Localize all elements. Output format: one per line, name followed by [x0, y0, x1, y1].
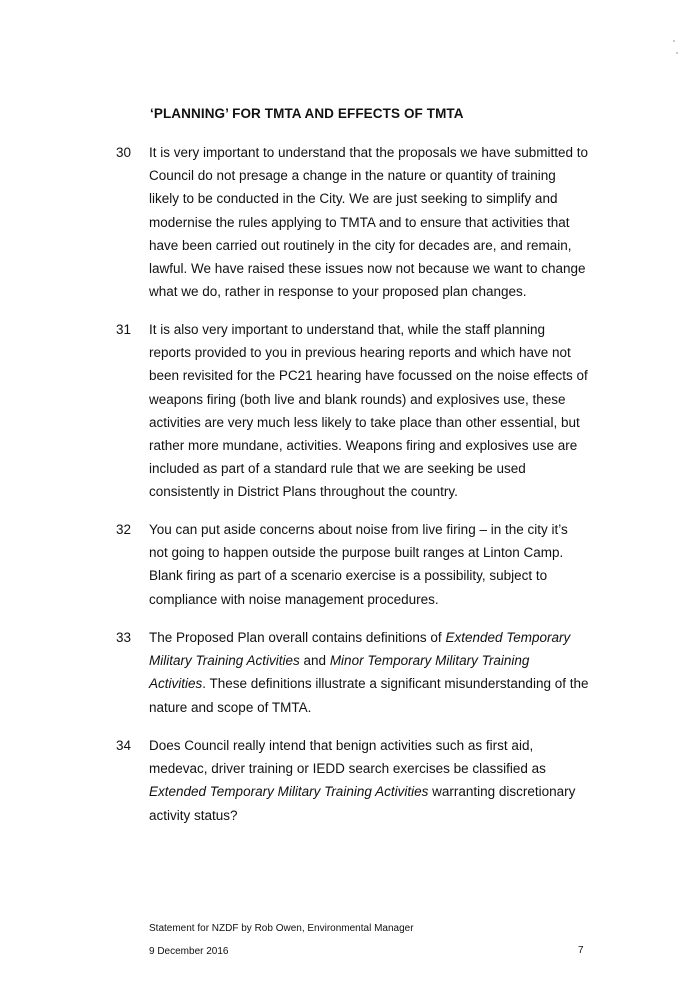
text-line: medevac, driver training or IEDD search exercises be classified as: [149, 761, 546, 777]
paragraph-number: 33: [116, 630, 132, 645]
text-run: The Proposed Plan overall contains definitions of: [149, 630, 446, 645]
text-line: rather more mundane, activities. Weapons firing and explosives use are: [149, 438, 578, 454]
footer-date: 9 December 2016: [149, 946, 229, 957]
paragraph-34: [116, 734, 596, 827]
page-number: 7: [578, 945, 584, 956]
text-line: nature and scope of TMTA.: [149, 699, 312, 715]
text-line: consistently in District Plans throughout the country.: [149, 484, 458, 500]
text-line: Council do not presage a change in the nature or quantity of training: [149, 168, 556, 184]
text-line: activity status?: [149, 807, 238, 823]
text-line: It is also very important to understand that, while the staff planning: [149, 322, 545, 337]
paragraph-text: [149, 734, 596, 827]
text-line: have been carried out routinely in the city for decades are, and remain,: [149, 237, 572, 253]
text-line: not going to happen outside the purpose built ranges at Linton Camp.: [149, 545, 564, 561]
paragraph-text: [149, 141, 596, 303]
defined-term: Activities: [149, 676, 203, 692]
footer-statement: Statement for NZDF by Rob Owen, Environmental Manager: [149, 923, 414, 934]
text-line: weapons firing (both live and blank rounds) and explosives use, these: [149, 391, 566, 407]
paragraph-number: 31: [116, 322, 132, 337]
paragraph-number: 30: [116, 145, 132, 160]
text-line: [149, 626, 596, 649]
text-line: Does Council really intend that benign activities such as first aid,: [149, 738, 534, 753]
text-line: modernise the rules applying to TMTA and to ensure that activities that: [149, 214, 570, 230]
text-line: [149, 649, 596, 672]
text-line: lawful. We have raised these issues now not because we want to change: [149, 261, 586, 277]
text-run: . These definitions illustrate a significant misunderstanding of the: [202, 676, 589, 692]
paragraph-text: [149, 518, 596, 611]
text-run: warranting discretionary: [428, 784, 576, 800]
paragraph-32: [116, 518, 596, 611]
paragraph-text: [149, 626, 596, 719]
text-line: included as part of a standard rule that we are seeking be used: [149, 461, 526, 477]
scan-speck: [673, 40, 675, 42]
text-line: reports provided to you in previous hearing reports and which have not: [149, 345, 571, 361]
text-line: You can put aside concerns about noise from live firing – in the city it’s: [149, 522, 568, 537]
defined-term: Minor Temporary Military Training: [329, 653, 530, 669]
paragraph-number: 34: [116, 738, 132, 753]
paragraph-number: 32: [116, 522, 132, 537]
text-line: likely to be conducted in the City. We are just seeking to simplify and: [149, 191, 558, 207]
text-line: Blank firing as part of a scenario exercise is a possibility, subject to: [149, 568, 548, 584]
defined-term: Military Training Activities: [149, 653, 300, 669]
text-run: and: [299, 653, 330, 669]
defined-term: Extended Temporary: [445, 630, 571, 645]
scan-speck: [676, 52, 678, 54]
paragraph-31: [116, 318, 596, 504]
text-line: [149, 780, 596, 803]
text-line: It is very important to understand that the proposals we have submitted to: [149, 145, 588, 160]
section-heading: ‘PLANNING’ FOR TMTA AND EFFECTS OF TMTA: [150, 106, 464, 121]
text-line: been revisited for the PC21 hearing have focussed on the noise effects of: [149, 368, 588, 384]
defined-term: Extended Temporary Military Training Activities: [149, 784, 429, 800]
paragraph-30: [116, 141, 596, 303]
paragraph-text: [149, 318, 596, 504]
text-line: activities are very much less likely to take place than other essential, but: [149, 414, 580, 430]
text-line: what we do, rather in response to your proposed plan changes.: [149, 284, 527, 300]
text-line: [149, 672, 596, 695]
text-line: compliance with noise management procedures.: [149, 591, 439, 607]
paragraph-33: [116, 626, 596, 719]
